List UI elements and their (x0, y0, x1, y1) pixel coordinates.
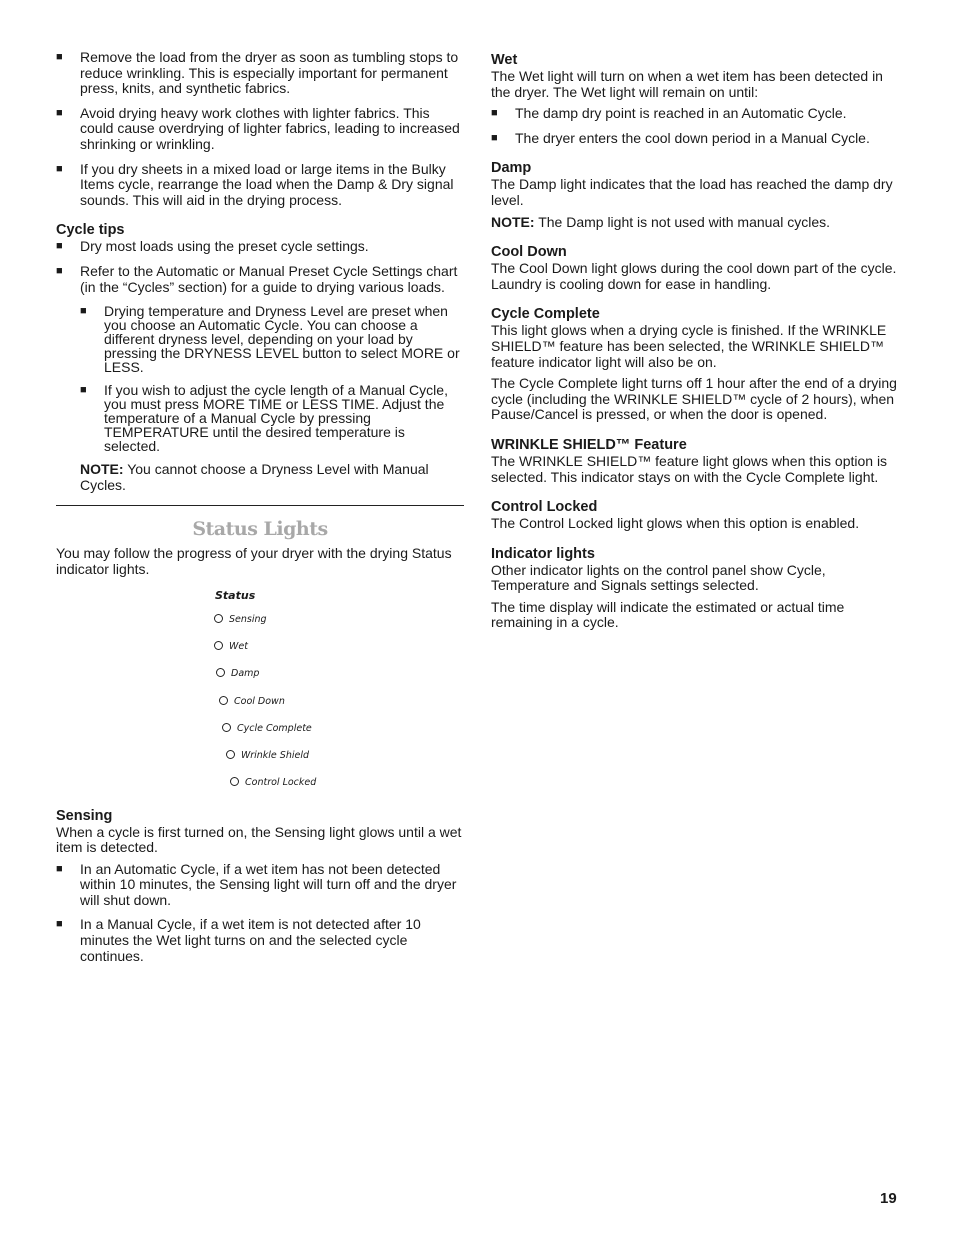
bullet-icon: ■ (80, 305, 87, 318)
indicator-light-icon (230, 777, 239, 786)
control-locked-heading: Control Locked (491, 499, 598, 516)
sensing-list (56, 862, 464, 965)
bullet-icon: ■ (80, 384, 87, 397)
wet-heading: Wet (491, 52, 518, 68)
indicator-lights-text-2: The time display will indicate the estimated or actual time remaining in a cycle. (491, 598, 845, 631)
status-light-sensing: Sensing (214, 612, 267, 628)
section-divider (56, 505, 464, 506)
status-panel-title: Status (215, 588, 256, 602)
cycle-tips-heading: Cycle tips (56, 222, 125, 239)
indicator-light-icon (214, 614, 223, 623)
status-light-control-locked: Control Locked (230, 775, 316, 791)
indicator-light-icon (222, 723, 231, 732)
bullet-icon: ■ (56, 162, 63, 175)
control-locked-text: The Control Locked light glows when this option is enabled. (491, 515, 860, 532)
indicator-light-icon (219, 696, 228, 705)
bullet-icon: ■ (491, 107, 498, 120)
tips-list (56, 50, 464, 208)
status-light-wet: Wet (214, 639, 248, 655)
bullet-icon: ■ (56, 106, 63, 119)
status-light-damp: Damp (216, 666, 259, 682)
list-item: ■ If you dry sheets in a mixed load or large items in the Bulky Items cycle, rearrange the load when the Damp & Dry signal sounds. This will aid in the drying process. (56, 160, 454, 208)
sensing-text: When a cycle is first turned on, the Sensing light glows until a wet item is detected. (56, 823, 462, 856)
bullet-icon: ■ (56, 240, 63, 253)
wet-text: The Wet light will turn on when a wet item has been detected in the dryer. The Wet light will remain on until: (491, 68, 883, 100)
list-item: ■ Refer to the Automatic or Manual Preset Cycle Settings chart (in the “Cycles” section) for a guide to drying various loads. (56, 262, 458, 295)
indicator-lights-heading: Indicator lights (491, 545, 595, 562)
indicator-light-icon (214, 641, 223, 650)
status-lights-title: Status Lights (192, 518, 328, 541)
list-item: ■ Avoid drying heavy work clothes with lighter fabrics. This could cause overdrying of lighter fabrics, leading to increased shrinking or wrinkling. (56, 104, 460, 152)
status-light-wrinkle-shield: Wrinkle Shield (226, 748, 309, 764)
wet-list (491, 106, 901, 146)
damp-text: The Damp light indicates that the load has reached the damp dry level. (491, 176, 893, 208)
list-item: ■ Drying temperature and Dryness Level are preset when you choose an Automatic Cycle. You can choose a different dryness level, depending on your load by pressing the DRYNESS LEVEL button to select MORE or LESS. (80, 303, 460, 376)
page-number: 19 (880, 1190, 897, 1207)
list-item: ■ The dryer enters the cool down period in a Manual Cycle. (491, 129, 870, 146)
list-item: ■ In an Automatic Cycle, if a wet item has not been detected within 10 minutes, the Sensing light will turn off and the dryer will shut down. (56, 860, 457, 908)
sensing-heading: Sensing (56, 807, 113, 824)
bullet-icon: ■ (491, 131, 498, 144)
status-light-cool-down: Cool Down (219, 694, 285, 710)
cycle-tips-note: NOTE: You cannot choose a Dryness Level with Manual Cycles. (80, 461, 429, 493)
damp-note: NOTE: The Damp light is not used with manual cycles. (491, 213, 830, 230)
indicator-lights-text: Other indicator lights on the control panel show Cycle, Temperature and Signals settings selected. (491, 561, 826, 594)
cool-down-text: The Cool Down light glows during the cool down part of the cycle. Laundry is cooling down for ease in handling. (491, 260, 897, 292)
cycle-complete-heading: Cycle Complete (491, 306, 600, 323)
status-panel-illustration (56, 584, 464, 794)
status-light-cycle-complete: Cycle Complete (222, 721, 312, 737)
indicator-light-icon (226, 750, 235, 759)
list-item: ■ Dry most loads using the preset cycle settings. (56, 238, 369, 255)
bullet-icon: ■ (56, 918, 63, 931)
bullet-icon: ■ (56, 51, 63, 63)
damp-heading: Damp (491, 160, 532, 177)
indicator-light-icon (216, 668, 225, 677)
cycle-tips-list (56, 239, 464, 295)
list-item: ■ The damp dry point is reached in an Automatic Cycle. (491, 105, 847, 122)
list-item: ■ If you wish to adjust the cycle length of a Manual Cycle, you must press MORE TIME or LESS TIME. Adjust the temperature of a Manual Cycle by pressing TEMPERATURE until the desired temperature is selected. (80, 382, 448, 455)
cycle-complete-text-2: The Cycle Complete light turns off 1 hour after the end of a drying cycle (including the WRINKLE SHIELD™ cycle of 2 hours), when Pause/Cancel is pressed, or when the door is opened. (491, 375, 897, 423)
list-item: ■ Remove the load from the dryer as soon as tumbling stops to reduce wrinkling. This is especially important for permanent press, knits, and synthetic fabrics. (56, 49, 459, 97)
cycle-complete-text: This light glows when a drying cycle is finished. If the WRINKLE SHIELD™ feature has been selected, the WRINKLE SHIELD™ feature indicator light will also be on. (491, 322, 887, 370)
bullet-icon: ■ (56, 862, 63, 875)
cycle-tips-sublist (80, 304, 464, 453)
right-column (491, 50, 901, 637)
cool-down-heading: Cool Down (491, 244, 567, 261)
wrinkle-shield-heading: WRINKLE SHIELD™ Feature (491, 436, 687, 453)
bullet-icon: ■ (56, 264, 63, 277)
list-item: ■ In a Manual Cycle, if a wet item is not detected after 10 minutes the Wet light turns on and the selected cycle continues. (56, 916, 421, 964)
wrinkle-shield-text: The WRINKLE SHIELD™ feature light glows when this option is selected. This indicator stays on with the Cycle Complete light. (491, 452, 888, 485)
status-lights-intro: You may follow the progress of your dryer with the drying Status indicator lights. (56, 545, 452, 577)
left-column (56, 50, 464, 973)
